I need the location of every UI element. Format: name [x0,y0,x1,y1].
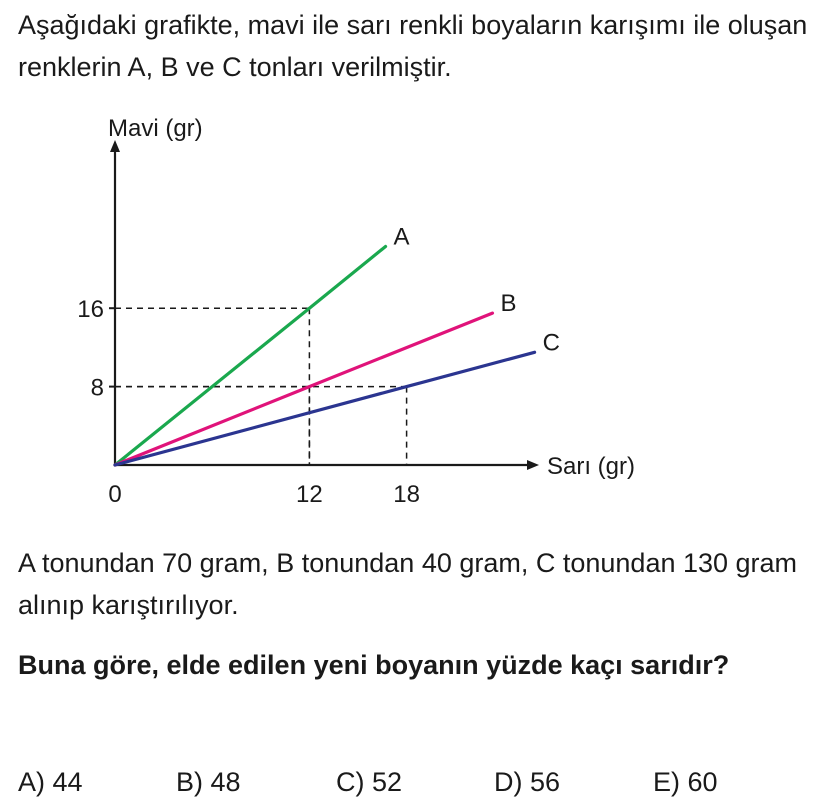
option-e[interactable]: E) 60 [653,767,718,797]
y-axis-title: Mavi (gr) [108,115,203,142]
x-tick-label: 18 [393,481,420,508]
x-axis-arrow [527,460,539,470]
y-tick-label: 16 [77,296,104,324]
chart-labels [77,115,635,508]
series-line-c [115,352,535,465]
y-tick-label: 8 [90,374,104,402]
series-line-a [115,246,386,465]
option-d[interactable]: D) 56 [494,767,561,797]
series-label-c: C [542,329,560,357]
series-line-b [115,313,492,465]
series-label-b: B [500,290,517,318]
option-c[interactable]: C) 52 [336,767,403,797]
problem-text: A tonundan 70 gram, B tonundan 40 gram, C tonundan 130 gram alınıp karıştırılıyor. [18,548,798,620]
question-text: Buna göre, elde edilen yeni boyanın yüzde kaçı sarıdır? [18,650,730,680]
x-axis-title: Sarı (gr) [547,453,636,480]
series-label-a: A [393,223,410,251]
chart-axes [109,140,539,470]
option-a[interactable]: A) 44 [18,767,83,797]
intro-text: Aşağıdaki grafikte, mavi ile sarı renkli boyaların karışımı ile oluşan renklerin A, B ve C tonları verilmiştir. [18,10,808,82]
x-tick-label: 0 [108,481,122,508]
line-chart [0,100,824,520]
chart-series [115,246,535,465]
x-tick-label: 12 [296,481,323,508]
chart-guides [115,308,407,465]
answer-options [18,762,808,806]
option-b[interactable]: B) 48 [176,767,241,797]
